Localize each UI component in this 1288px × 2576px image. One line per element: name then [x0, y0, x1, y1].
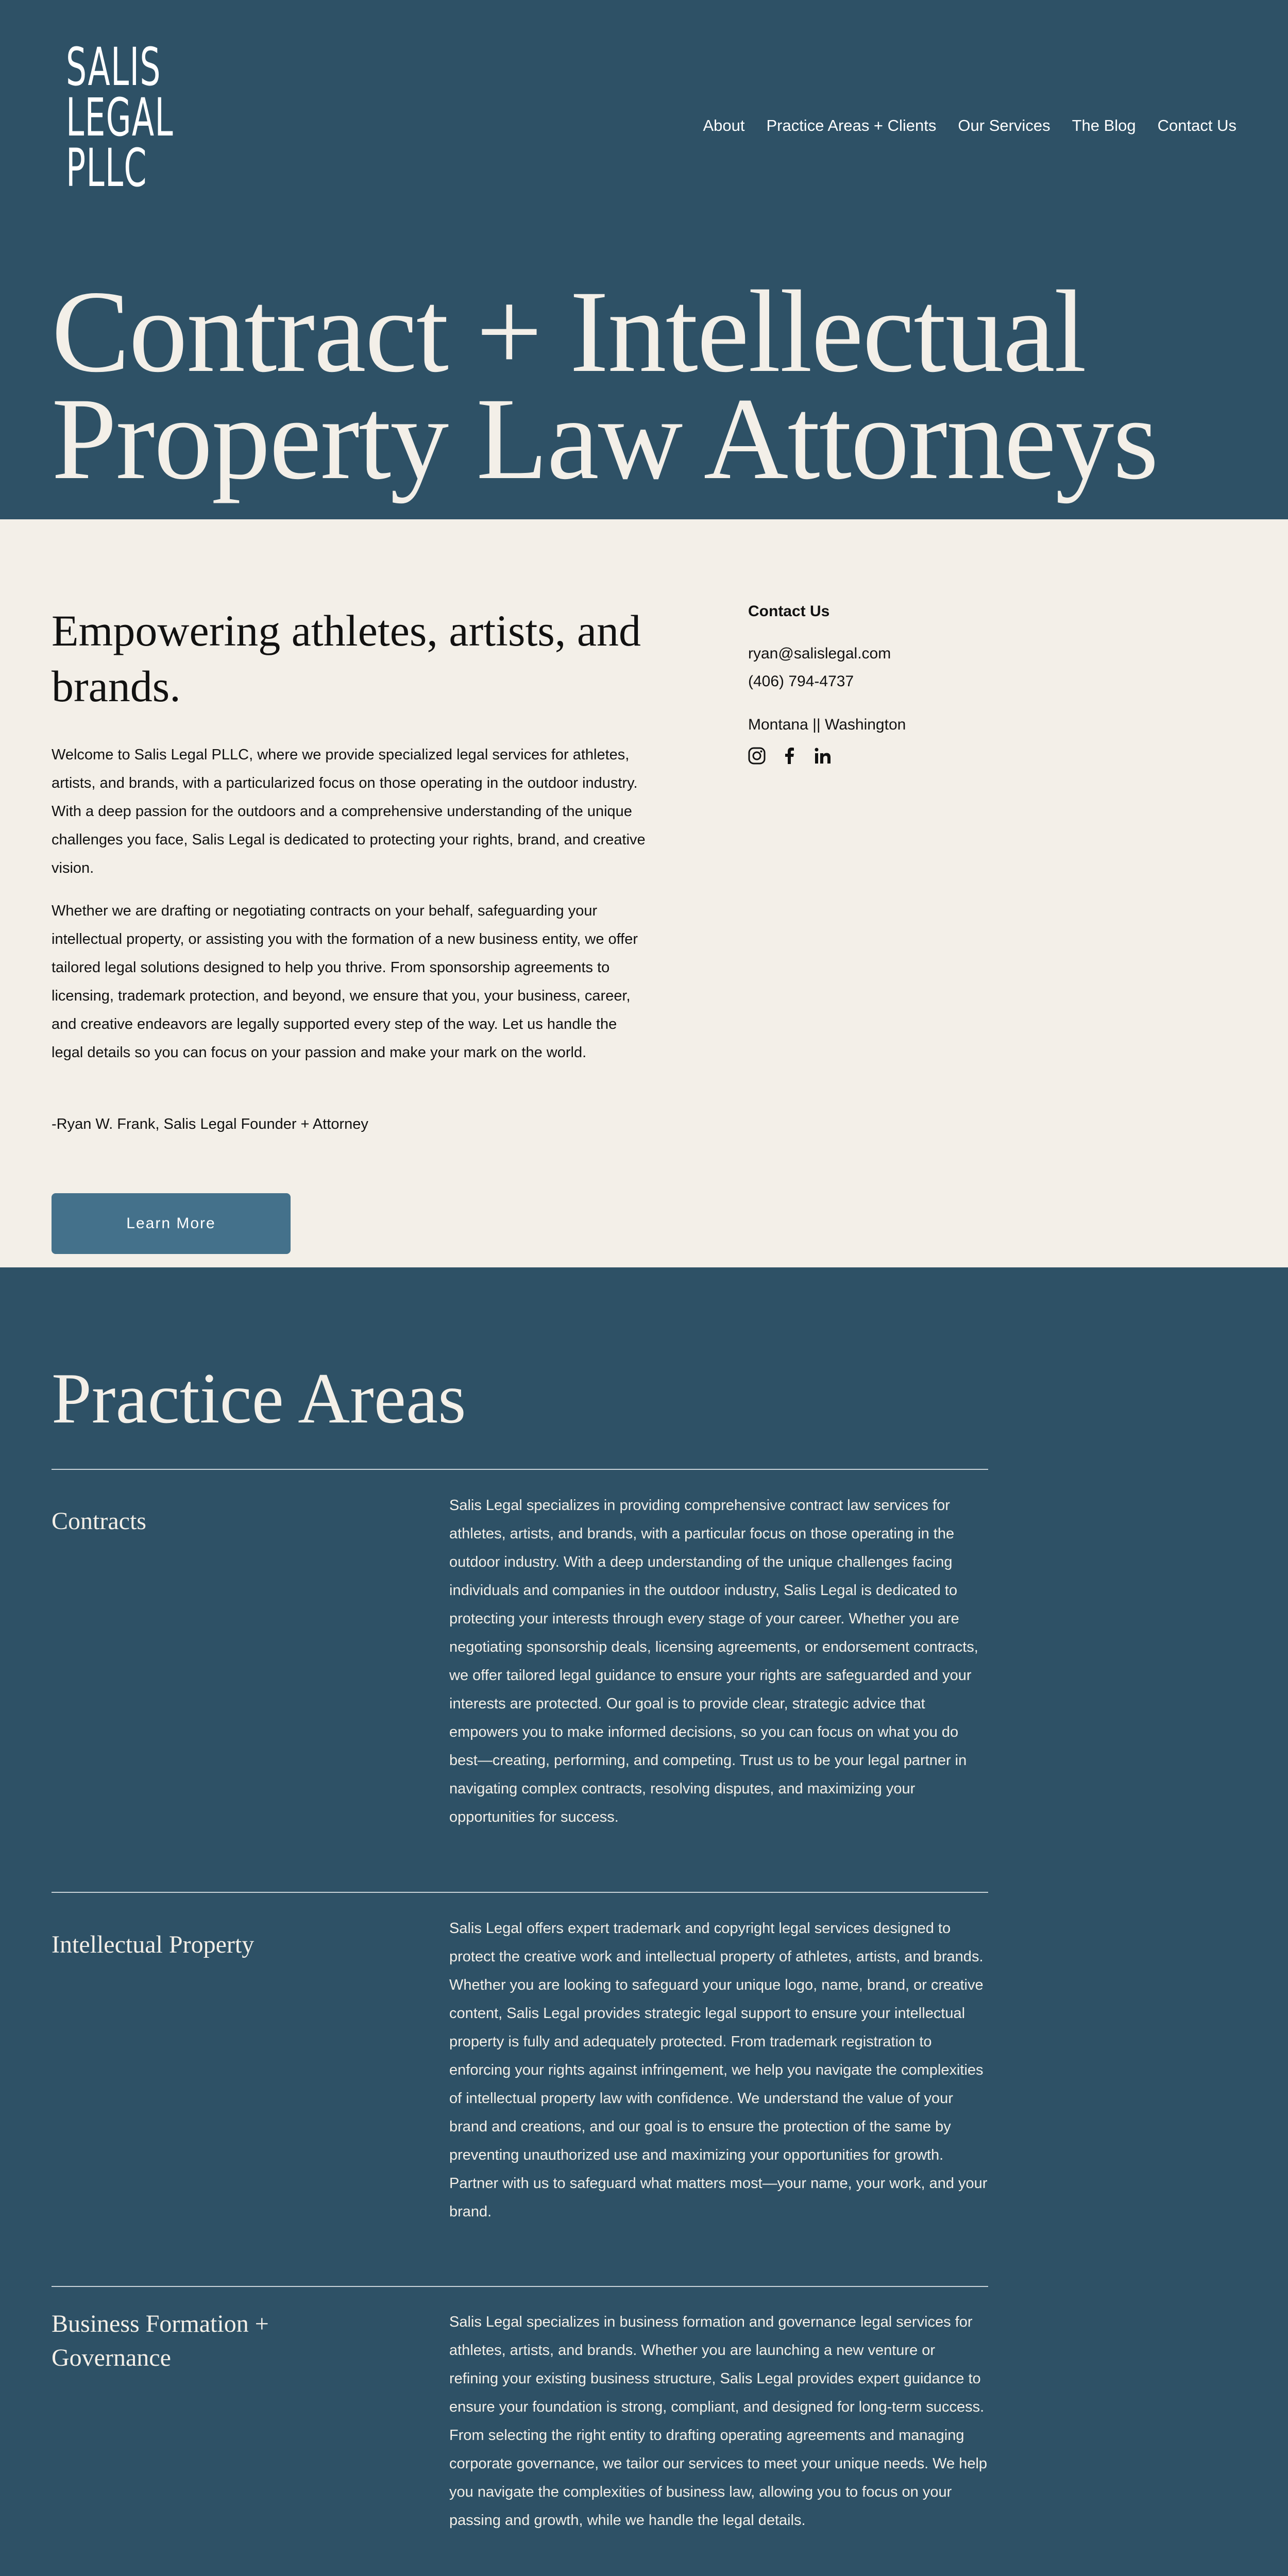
divider: [52, 2286, 988, 2287]
main-nav: [703, 116, 1236, 135]
learn-more-button[interactable]: Learn More: [52, 1193, 291, 1254]
site-logo[interactable]: [66, 37, 174, 199]
facebook-icon[interactable]: [781, 747, 799, 765]
intro-body: [52, 741, 649, 1081]
founder-signature: -Ryan W. Frank, Salis Legal Founder + Attorney: [52, 1116, 368, 1132]
intro-paragraph: Welcome to Salis Legal PLLC, where we provide specialized legal services for athletes, artists, and brands, with a particularized focus on those operating in the outdoor industry. With a deep passion for the outdoors and a comprehensive understanding of the unique challenges you face, Salis Legal is dedicated to protecting your rights, brand, and creative vision.: [52, 747, 646, 876]
logo-line: PLLC: [66, 138, 147, 199]
divider: [52, 1469, 988, 1470]
nav-link-our-services[interactable]: Our Services: [958, 116, 1050, 134]
practice-area-name[interactable]: Contracts: [52, 1507, 146, 1535]
nav-link-contact[interactable]: Contact Us: [1157, 116, 1236, 134]
logo-line: LEGAL: [66, 87, 174, 148]
contact-phone[interactable]: (406) 794-4737: [748, 673, 854, 690]
intro-paragraph: Whether we are drafting or negotiating contracts on your behalf, safeguarding your intellectual property, or assisting you with the formation of a new business entity, we offer tailored legal solutions designed to help you thrive. From sponsorship agreements to licensing, trademark protection, and beyond, we ensure that you, your business, career, and creative endeavors are legally supported every step of the way. Let us handle the legal details so you can focus on your passion and make your mark on the world.: [52, 903, 638, 1061]
divider: [52, 1892, 988, 1893]
practice-title: Practice Areas: [52, 1359, 466, 1438]
hero-title-line: Property Law Attorneys: [52, 374, 1158, 504]
hero-title-line: Contract + Intellectual: [52, 267, 1086, 397]
contact-block: [748, 603, 1109, 765]
nav-link-practice-areas[interactable]: Practice Areas + Clients: [766, 116, 937, 134]
practice-area-description: Salis Legal specializes in providing comprehensive contract law services for athletes, artists, and brands, with a particular focus on those operating in the outdoor industry. With a deep understanding of the unique challenges facing individuals and companies in the outdoor industry, Salis Legal is dedicated to protecting your interests through every stage of your career. Whether you are negotiating sponsorship deals, licensing agreements, or endorsement contracts, we offer tailored legal guidance to ensure your rights are safeguarded and your interests are protected. Our goal is to provide clear, strategic advice that empowers you to make informed decisions, so you can focus on what you do best—creating, performing, and competing. Trust us to be your legal partner in navigating complex contracts, resolving disputes, and maximizing your opportunities for success.: [449, 1497, 978, 1825]
practice-area-description: Salis Legal offers expert trademark and copyright legal services designed to protect the creative work and intellectual property of athletes, artists, and brands. Whether you are looking to safeguard your unique logo, name, brand, or creative content, Salis Legal provides strategic legal support to ensure your intellectual property is fully and adequately protected. From trademark registration to enforcing your rights against infringement, we help you navigate the complexities of intellectual property law with confidence. We understand the value of your brand and creations, and our goal is to ensure the protection of the same by preventing unauthorized use and maximizing your opportunities for growth. Partner with us to safeguard what matters most—your name, your work, and your brand.: [449, 1920, 988, 2220]
practice-area-name[interactable]: Business Formation + Governance: [52, 2310, 269, 2371]
contact-locations: Montana || Washington: [748, 716, 906, 733]
nav-link-about[interactable]: About: [703, 116, 745, 134]
linkedin-icon[interactable]: [814, 747, 832, 765]
hero-title: [52, 267, 1236, 504]
practice-area-name[interactable]: Intellectual Property: [52, 1931, 255, 1958]
intro-heading: Empowering athletes, artists, and brands.: [52, 606, 641, 711]
practice-area-description: Salis Legal specializes in business formation and governance legal services for athletes, artists, and brands. Whether you are launching a new venture or refining your existing business structure, Salis Legal provides expert guidance to ensure your foundation is strong, compliant, and designed for long-term success. From selecting the right entity to drafting operating agreements and managing corporate governance, we tailor our services to meet your unique needs. We help you navigate the complexities of business law, allowing you to focus on your passing and growth, while we handle the legal details.: [449, 2314, 988, 2529]
social-links: [748, 747, 1109, 765]
contact-title: Contact Us: [748, 603, 830, 620]
instagram-icon[interactable]: [748, 747, 766, 765]
spacer: [748, 696, 1109, 711]
nav-link-blog[interactable]: The Blog: [1072, 116, 1136, 134]
contact-email[interactable]: ryan@salislegal.com: [748, 645, 891, 662]
logo-line: SALIS: [66, 37, 161, 98]
